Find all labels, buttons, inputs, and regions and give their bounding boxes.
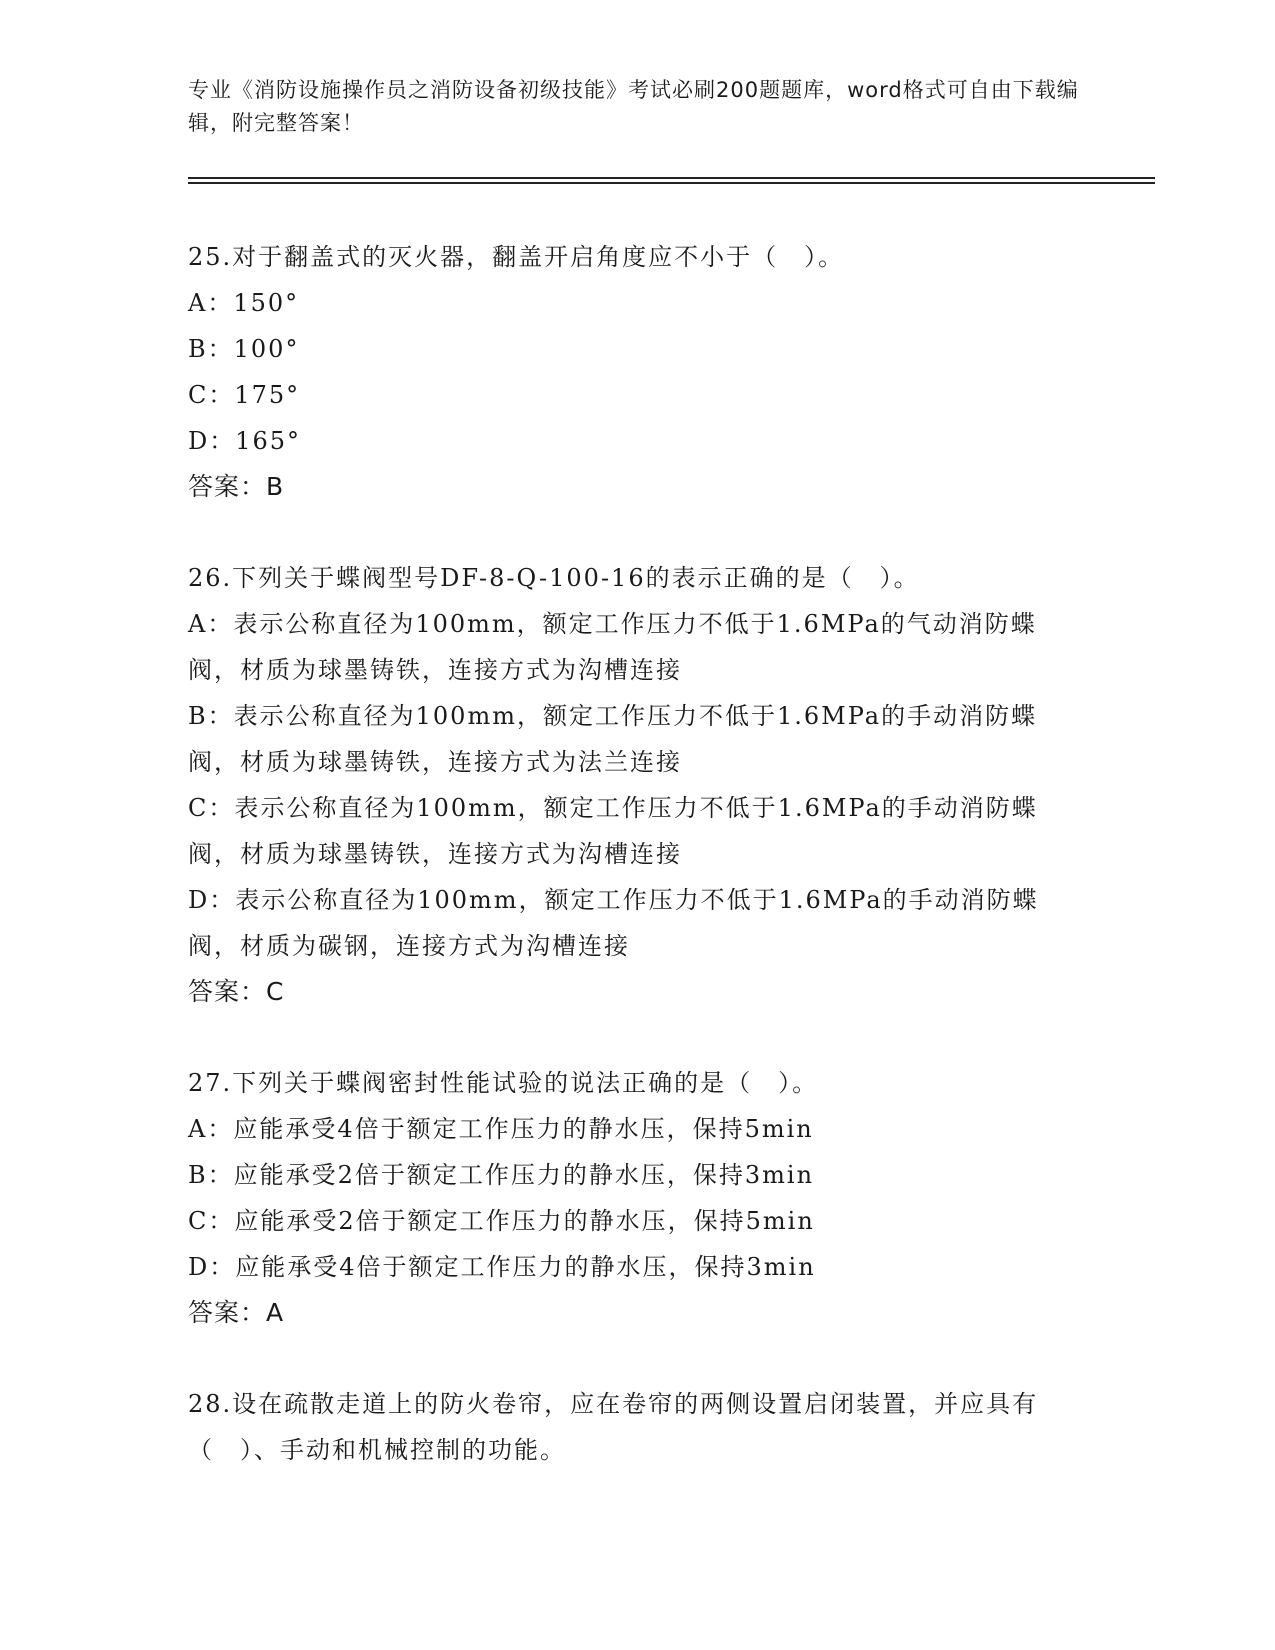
option-a: A：150° <box>188 289 300 317</box>
option-b: B：100° <box>188 335 300 363</box>
document-intro: 专业《消防设施操作员之消防设备初级技能》考试必刷200题题库，word格式可自由下载编辑，附完整答案！ <box>188 78 1079 135</box>
answer-line: 答案：A <box>188 1298 285 1327</box>
question-25 <box>188 234 1088 510</box>
option-b: B：应能承受2倍于额定工作压力的静水压，保持3min <box>188 1161 815 1189</box>
question-list <box>188 234 1088 1518</box>
option-c: C：175° <box>188 381 301 409</box>
option-b: B：表示公称直径为100mm，额定工作压力不低于1.6MPa的手动消防蝶阀，材质为球墨铸铁，连接方式为法兰连接 <box>188 702 1038 776</box>
option-d: D：应能承受4倍于额定工作压力的静水压，保持3min <box>188 1253 816 1281</box>
question-stem: 26.下列关于蝶阀型号DF-8-Q-100-16的表示正确的是（ ）。 <box>188 564 920 592</box>
header-divider-bottom <box>188 182 1155 184</box>
option-d: D：表示公称直径为100mm，额定工作压力不低于1.6MPa的手动消防蝶阀，材质为碳钢，连接方式为沟槽连接 <box>188 886 1039 960</box>
header-divider-top <box>188 177 1155 179</box>
answer-line: 答案：C <box>188 977 285 1006</box>
option-a: A：表示公称直径为100mm，额定工作压力不低于1.6MPa的气动消防蝶阀，材质为球墨铸铁，连接方式为沟槽连接 <box>188 610 1037 684</box>
option-c: C：表示公称直径为100mm，额定工作压力不低于1.6MPa的手动消防蝶阀，材质为球墨铸铁，连接方式为沟槽连接 <box>188 794 1038 868</box>
option-c: C：应能承受2倍于额定工作压力的静水压，保持5min <box>188 1207 815 1235</box>
question-26 <box>188 555 1088 1015</box>
question-stem: 27.下列关于蝶阀密封性能试验的说法正确的是（ ）。 <box>188 1069 819 1097</box>
question-stem: 28.设在疏散走道上的防火卷帘，应在卷帘的两侧设置启闭装置，并应具有（ ）、手动和机械控制的功能。 <box>188 1390 1039 1464</box>
option-a: A：应能承受4倍于额定工作压力的静水压，保持5min <box>188 1115 814 1143</box>
option-d: D：165° <box>188 427 302 455</box>
question-27 <box>188 1060 1088 1336</box>
question-28 <box>188 1381 1088 1473</box>
question-stem: 25.对于翻盖式的灭火器，翻盖开启角度应不小于（ ）。 <box>188 243 845 271</box>
answer-line: 答案：B <box>188 472 285 501</box>
